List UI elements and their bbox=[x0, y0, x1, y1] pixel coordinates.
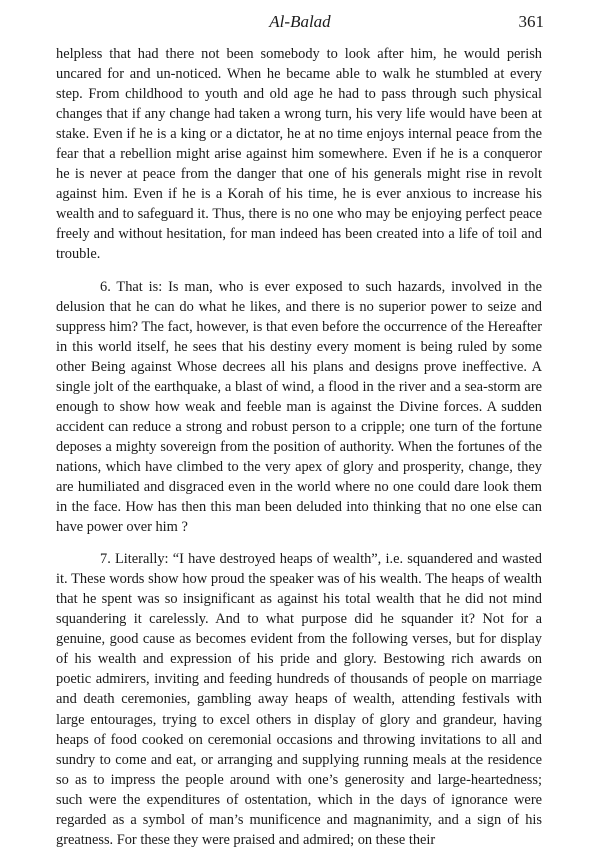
body-text bbox=[56, 44, 542, 850]
paragraph-continued: helpless that had there not been somebody to look after him, he would perish uncared for and un-noticed. When he became able to walk he stumbled at every step. From childhood to youth and old age he had to pass through such physical changes that if any change had taken a wrong turn, his very life would have been at stake. Even if he is a king or a dictator, he at no time enjoys internal peace from the fear that a rebellion might arise against him somewhere. Even if he is a conqueror he is never at peace from the danger that one of his generals might rise in revolt against him. Even if he is a Korah of his time, he is ever anxious to increase his wealth and to safeguard it. Thus, there is no one who may be enjoying perfect peace freely and without hesitation, for man indeed has been created into a life of toil and trouble. bbox=[56, 46, 542, 263]
paragraph-note-7: 7. Literally: “I have destroyed heaps of wealth”, i.e. squandered and wasted it. These words show how proud the speaker was of his wealth. The heaps of wealth that he spent was so insignificant as against his total wealth that he did not mind squandering it carelessly. And to what purpose did he squander it? Not for a genuine, good cause as becomes evident from the following verses, but for display of his wealth and expression of his pride and glory. Bestowing rich awards on poetic admirers, inviting and feeding hundreds of thousands of people on marriage and death ceremonies, gambling away heaps of wealth, attending festivals with large entourages, trying to excel others in display of glory and grandeur, having heaps of food cooked on ceremonial occasions and throwing invitations to all and sundry to come and eat, or arranging and supplying running meals at the residence so as to impress the people around with one’s generosity and large-heartedness; such were the expenditures of ostentation, which in the days of ignorance were regarded as a symbol of man’s munificence and magnanimity, and a sign of his greatness. For these they were praised and admired; on these their bbox=[56, 551, 542, 848]
paragraph-note-6: 6. That is: Is man, who is ever exposed to such hazards, involved in the delusion that he can do what he likes, and there is no superior power to seize and suppress him? The fact, however, is that even before the occurrence of the Hereafter in this world itself, he sees that his destiny every moment is being ruled by some other Being against Whose decrees all his plans and designs prove ineffective. A single jolt of the earthquake, a blast of wind, a flood in the river and a sea-storm are enough to show how weak and feeble man is against the Divine forces. A sudden accident can reduce a strong and robust person to a cripple; one turn of the fortune deposes a mighty sovereign from the position of authority. When the fortunes of the nations, which have climbed to the very apex of glory and prosperity, change, they are humiliated and disgraced even in the world where no one could dare look them in the face. How has then this man been deluded into thinking that no one else can have power over him ? bbox=[56, 278, 542, 536]
running-title: Al-Balad bbox=[269, 12, 331, 31]
page-number: 361 bbox=[518, 12, 544, 31]
running-header bbox=[0, 10, 600, 34]
